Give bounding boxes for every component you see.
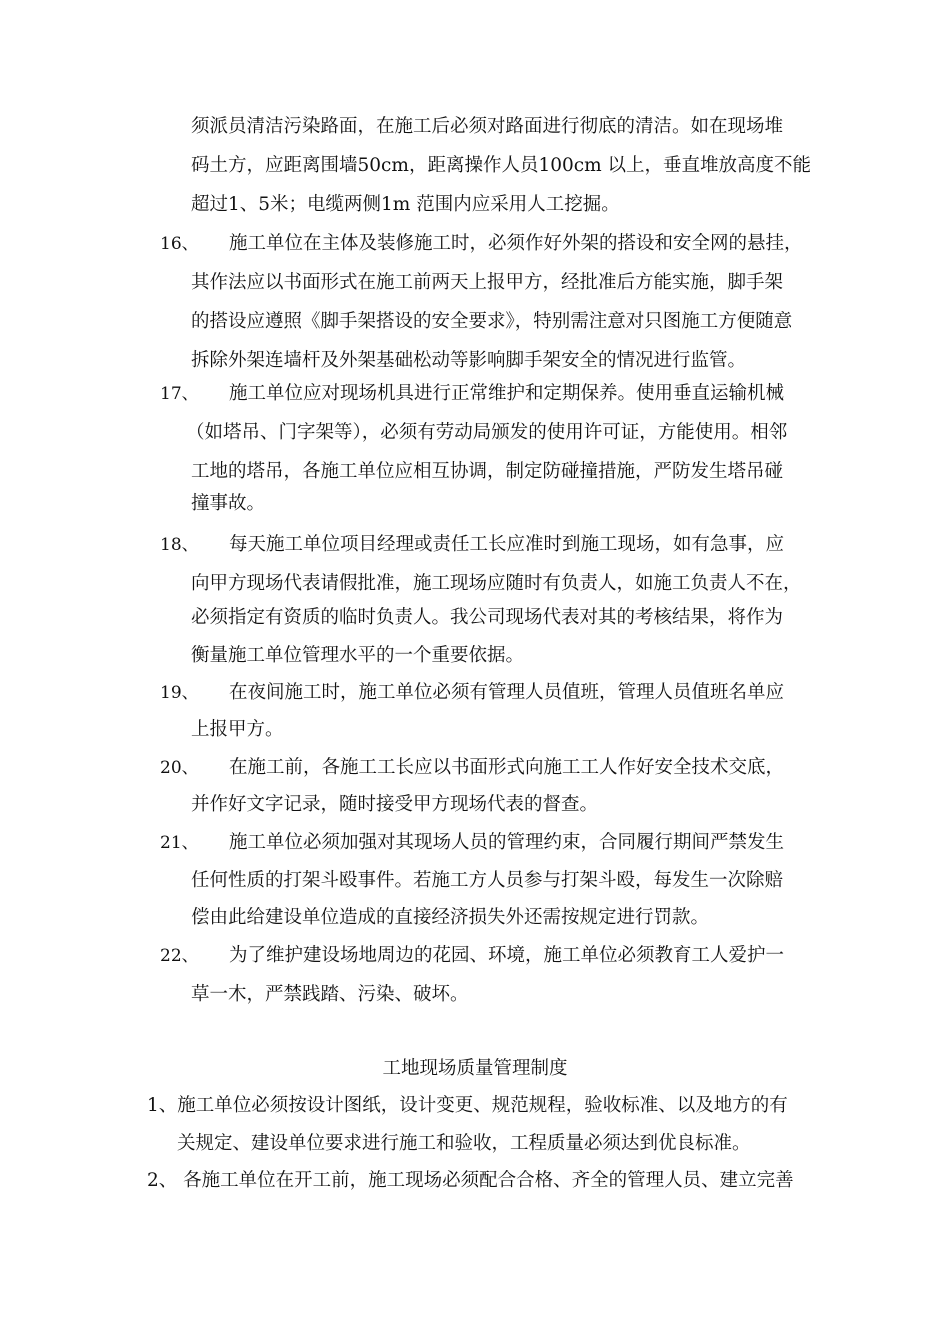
- paragraph-line: 码土方，应距离围墙50cm，距离操作人员100cm 以上，垂直堆放高度不能: [191, 155, 812, 176]
- item-number: 16、: [160, 234, 199, 254]
- item-number: 19、: [160, 683, 199, 703]
- paragraph-line: 向甲方现场代表请假批准，施工现场应随时有负责人，如施工负责人不在，: [191, 573, 802, 594]
- paragraph-line: 工地的塔吊，各施工单位应相互协调，制定防碰撞措施，严防发生塔吊碰: [191, 461, 784, 482]
- item-number: 21、: [160, 833, 199, 853]
- item-number: 17、: [160, 384, 199, 404]
- paragraph-line: （如塔吊、门字架等），必须有劳动局颁发的使用许可证，方能使用。相邻: [186, 422, 788, 443]
- section-title: 工地现场质量管理制度: [382, 1058, 568, 1079]
- paragraph-line: 并作好文字记录，随时接受甲方现场代表的督查。: [191, 794, 599, 815]
- paragraph-line: 上报甲方。: [191, 719, 284, 740]
- item-number: 22、: [160, 946, 199, 966]
- paragraph-line: 撞事故。: [191, 493, 266, 514]
- paragraph-line: 拆除外架连墙杆及外架基础松动等影响脚手架安全的情况进行监管。: [191, 350, 747, 371]
- item-number: 20、: [160, 758, 199, 778]
- paragraph-line: 超过1、5米；电缆两侧1m 范围内应采用人工挖掘。: [191, 194, 620, 215]
- paragraph-line: 其作法应以书面形式在施工前两天上报甲方，经批准后方能实施，脚手架: [191, 272, 784, 293]
- paragraph-line: 每天施工单位项目经理或责任工长应准时到施工现场，如有急事，应: [229, 534, 785, 555]
- paragraph-line: 施工单位在主体及装修施工时，必须作好外架的搭设和安全网的悬挂，: [229, 233, 803, 254]
- paragraph-line: 须派员清洁污染路面，在施工后必须对路面进行彻底的清洁。如在现场堆: [191, 116, 784, 137]
- paragraph-line: 草一木，严禁践踏、污染、破坏。: [191, 984, 469, 1005]
- paragraph-line: 在施工前，各施工工长应以书面形式向施工工人作好安全技术交底，: [229, 757, 785, 778]
- paragraph-line: 1、施工单位必须按设计图纸，设计变更、规范规程，验收标准、以及地方的有: [147, 1095, 788, 1116]
- paragraph-line: 偿由此给建设单位造成的直接经济损失外还需按规定进行罚款。: [191, 907, 710, 928]
- paragraph-line: 关规定、建设单位要求进行施工和验收，工程质量必须达到优良标准。: [177, 1133, 751, 1154]
- paragraph-line: 衡量施工单位管理水平的一个重要依据。: [191, 645, 525, 666]
- paragraph-line: 施工单位必须加强对其现场人员的管理约束，合同履行期间严禁发生: [229, 832, 785, 853]
- paragraph-line: 在夜间施工时，施工单位必须有管理人员值班，管理人员值班名单应: [229, 682, 785, 703]
- paragraph-line: 任何性质的打架斗殴事件。若施工方人员参与打架斗殴，每发生一次除赔: [191, 870, 784, 891]
- paragraph-line: 施工单位应对现场机具进行正常维护和定期保养。使用垂直运输机械: [229, 383, 785, 404]
- paragraph-line: 必须指定有资质的临时负责人。我公司现场代表对其的考核结果，将作为: [191, 607, 784, 628]
- paragraph-line: 2、 各施工单位在开工前，施工现场必须配合合格、齐全的管理人员、建立完善: [147, 1170, 794, 1191]
- paragraph-line: 为了维护建设场地周边的花园、环境，施工单位必须教育工人爱护一: [229, 945, 785, 966]
- paragraph-line: 的搭设应遵照《脚手架搭设的安全要求》，特别需注意对只图施工方便随意: [191, 311, 793, 332]
- item-number: 18、: [160, 535, 199, 555]
